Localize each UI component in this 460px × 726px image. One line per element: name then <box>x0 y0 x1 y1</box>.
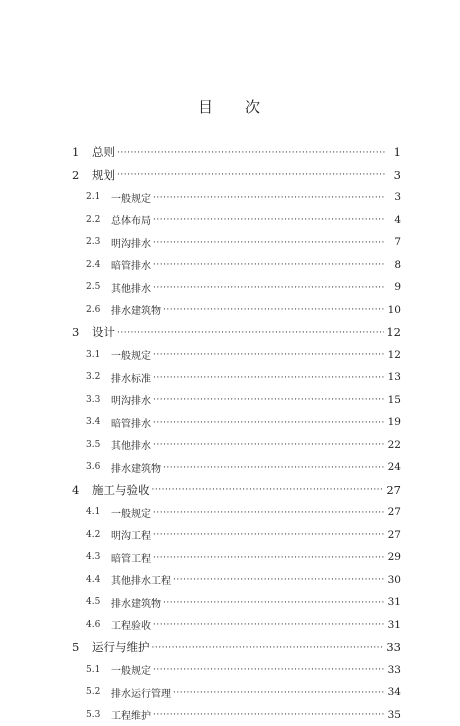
toc-section-entry[interactable] <box>72 276 401 299</box>
toc-title <box>0 96 460 117</box>
entry-label: 规划 <box>92 167 117 183</box>
toc-section-entry[interactable] <box>72 591 401 614</box>
entry-label: 排水建筑物 <box>111 460 163 475</box>
entry-number: 5.3 <box>72 710 111 720</box>
entry-number: 2.4 <box>72 260 111 270</box>
entry-number: 4 <box>72 483 92 497</box>
entry-number: 3 <box>72 325 92 339</box>
entry-page-number: 12 <box>385 349 401 361</box>
entry-label: 工程维护 <box>111 707 153 722</box>
dot-leader <box>153 259 385 270</box>
entry-page-number: 10 <box>385 304 401 316</box>
toc-section-entry[interactable] <box>72 524 401 547</box>
entry-page-number: 3 <box>385 168 401 182</box>
entry-label: 一般规定 <box>111 662 153 677</box>
dot-leader <box>153 529 385 540</box>
dot-leader <box>163 597 385 608</box>
dot-leader <box>153 192 385 203</box>
entry-page-number: 31 <box>385 596 401 608</box>
entry-label: 总则 <box>92 144 117 160</box>
toc-section-entry[interactable] <box>72 186 401 209</box>
entry-label: 暗管排水 <box>111 257 153 272</box>
entry-number: 3.6 <box>72 462 111 472</box>
dot-leader <box>153 417 385 428</box>
entry-label: 设计 <box>92 324 117 340</box>
dot-leader <box>153 664 385 675</box>
entry-page-number: 22 <box>385 439 401 451</box>
toc-section-entry[interactable] <box>72 344 401 367</box>
toc-section-entry[interactable] <box>72 209 401 232</box>
entry-page-number: 8 <box>385 259 401 271</box>
entry-label: 明沟工程 <box>111 527 153 542</box>
entry-page-number: 31 <box>385 619 401 631</box>
toc-section-entry[interactable] <box>72 434 401 457</box>
dot-leader <box>163 304 385 315</box>
entry-label: 暗管排水 <box>111 415 153 430</box>
entry-label: 工程验收 <box>111 617 153 632</box>
dot-leader <box>153 507 385 518</box>
dot-leader <box>153 214 385 225</box>
toc-section-entry[interactable] <box>72 614 401 637</box>
dot-leader <box>173 687 385 698</box>
entry-number: 2.1 <box>72 192 111 202</box>
entry-page-number: 19 <box>385 416 401 428</box>
entry-label: 明沟排水 <box>111 235 153 250</box>
toc-section-entry[interactable] <box>72 659 401 682</box>
entry-page-number: 35 <box>385 709 401 721</box>
entry-label: 运行与维护 <box>92 639 152 655</box>
entry-number: 3.5 <box>72 440 111 450</box>
entry-number: 4.2 <box>72 530 111 540</box>
entry-number: 5.2 <box>72 687 111 697</box>
entry-page-number: 27 <box>384 483 401 497</box>
entry-page-number: 30 <box>385 574 401 586</box>
dot-leader <box>153 552 385 563</box>
toc-section-entry[interactable] <box>72 389 401 412</box>
entry-number: 3.2 <box>72 372 111 382</box>
entry-label: 排水运行管理 <box>111 685 173 700</box>
dot-leader <box>152 642 385 653</box>
entry-label: 总体布局 <box>111 212 153 227</box>
dot-leader <box>153 394 385 405</box>
entry-number: 1 <box>72 145 92 159</box>
entry-page-number: 33 <box>384 640 401 654</box>
entry-number: 2.3 <box>72 237 111 247</box>
entry-number: 5.1 <box>72 665 111 675</box>
entry-number: 4.1 <box>72 507 111 517</box>
entry-label: 暗管工程 <box>111 550 153 565</box>
entry-number: 3.3 <box>72 395 111 405</box>
toc-section-entry[interactable] <box>72 299 401 322</box>
toc-chapter-entry[interactable] <box>72 141 401 164</box>
entry-number: 3.4 <box>72 417 111 427</box>
toc-section-entry[interactable] <box>72 501 401 524</box>
toc-title-right: 次 <box>245 96 262 117</box>
dot-leader <box>152 484 385 495</box>
dot-leader <box>153 619 385 630</box>
entry-page-number: 24 <box>385 461 401 473</box>
toc-section-entry[interactable] <box>72 411 401 434</box>
dot-leader <box>163 462 385 473</box>
entry-page-number: 15 <box>385 394 401 406</box>
entry-label: 施工与验收 <box>92 482 152 498</box>
entry-page-number: 12 <box>384 325 401 339</box>
toc-section-entry[interactable] <box>72 456 401 479</box>
entry-number: 2.5 <box>72 282 111 292</box>
dot-leader <box>153 237 385 248</box>
dot-leader <box>117 147 385 158</box>
dot-leader <box>153 372 385 383</box>
entry-label: 一般规定 <box>111 190 153 205</box>
toc-chapter-entry[interactable] <box>72 636 401 659</box>
entry-page-number: 27 <box>385 506 401 518</box>
entry-label: 排水建筑物 <box>111 595 163 610</box>
toc-chapter-entry[interactable] <box>72 164 401 187</box>
toc-section-entry[interactable] <box>72 366 401 389</box>
entry-number: 5 <box>72 640 92 654</box>
dot-leader <box>153 349 385 360</box>
entry-page-number: 4 <box>385 214 401 226</box>
entry-page-number: 13 <box>385 371 401 383</box>
entry-label: 其他排水工程 <box>111 572 173 587</box>
entry-number: 4.4 <box>72 575 111 585</box>
toc-title-left: 目 <box>198 96 215 117</box>
dot-leader <box>153 282 385 293</box>
entry-page-number: 29 <box>385 551 401 563</box>
toc-section-entry[interactable] <box>72 569 401 592</box>
entry-page-number: 1 <box>385 145 401 159</box>
entry-page-number: 9 <box>385 281 401 293</box>
entry-label: 其他排水 <box>111 280 153 295</box>
entry-number: 3.1 <box>72 350 111 360</box>
entry-number: 2.2 <box>72 215 111 225</box>
dot-leader <box>173 574 385 585</box>
entry-page-number: 7 <box>385 236 401 248</box>
entry-number: 4.3 <box>72 552 111 562</box>
entry-label: 明沟排水 <box>111 392 153 407</box>
entry-page-number: 27 <box>385 529 401 541</box>
dot-leader <box>117 169 385 180</box>
dot-leader <box>153 709 385 720</box>
dot-leader <box>153 439 385 450</box>
toc-section-entry[interactable] <box>72 681 401 704</box>
entry-page-number: 33 <box>385 664 401 676</box>
toc-list <box>72 141 401 726</box>
entry-label: 其他排水 <box>111 437 153 452</box>
entry-label: 一般规定 <box>111 347 153 362</box>
entry-label: 排水建筑物 <box>111 302 163 317</box>
entry-number: 4.6 <box>72 620 111 630</box>
dot-leader <box>117 327 384 338</box>
entry-label: 一般规定 <box>111 505 153 520</box>
toc-chapter-entry[interactable] <box>72 479 401 502</box>
entry-page-number: 3 <box>385 191 401 203</box>
entry-number: 2.6 <box>72 305 111 315</box>
toc-chapter-entry[interactable] <box>72 321 401 344</box>
toc-section-entry[interactable] <box>72 704 401 726</box>
toc-section-entry[interactable] <box>72 546 401 569</box>
toc-section-entry[interactable] <box>72 254 401 277</box>
toc-section-entry[interactable] <box>72 231 401 254</box>
entry-page-number: 34 <box>385 686 401 698</box>
entry-number: 4.5 <box>72 597 111 607</box>
entry-number: 2 <box>72 168 92 182</box>
entry-label: 排水标准 <box>111 370 153 385</box>
